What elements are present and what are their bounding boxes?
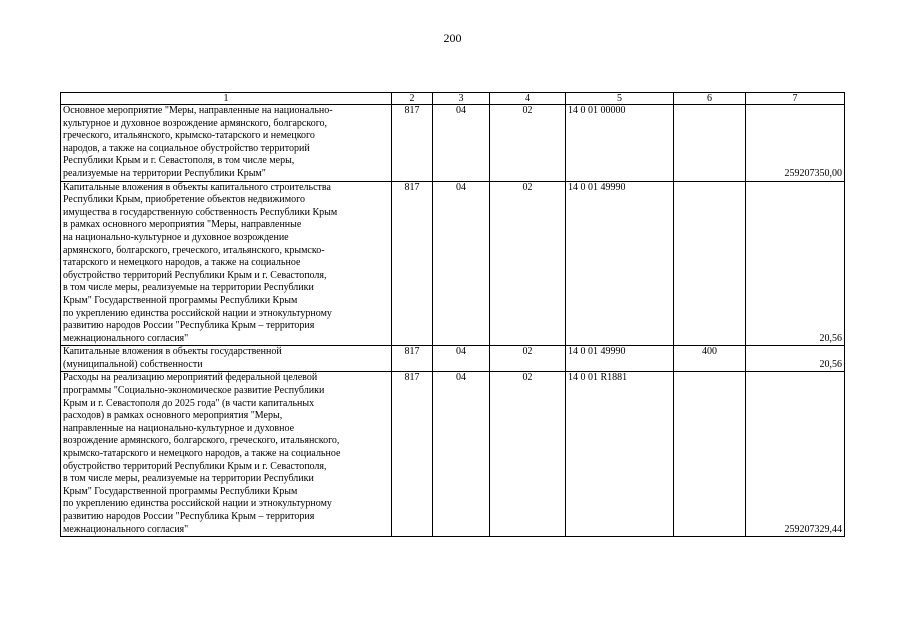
row-kcsr: 14 0 01 49990 xyxy=(566,346,674,372)
row-pr: 02 xyxy=(490,181,566,346)
table-row xyxy=(61,346,845,372)
row-kcsr: 14 0 01 49990 xyxy=(566,181,674,346)
budget-table xyxy=(60,92,845,537)
table-row xyxy=(61,105,845,182)
row-sum: 259207329,44 xyxy=(746,372,845,537)
row-rz: 04 xyxy=(433,372,490,537)
row-rz: 04 xyxy=(433,346,490,372)
row-rz: 04 xyxy=(433,105,490,182)
header-col-3: 3 xyxy=(433,93,490,105)
row-vr: 400 xyxy=(674,346,746,372)
table-row xyxy=(61,181,845,346)
row-kcsr: 14 0 01 00000 xyxy=(566,105,674,182)
table-header-row xyxy=(61,93,845,105)
row-grbs: 817 xyxy=(392,372,433,537)
row-vr xyxy=(674,181,746,346)
header-col-5: 5 xyxy=(566,93,674,105)
header-col-2: 2 xyxy=(392,93,433,105)
header-col-1: 1 xyxy=(61,93,392,105)
row-rz: 04 xyxy=(433,181,490,346)
row-grbs: 817 xyxy=(392,105,433,182)
row-name: Расходы на реализацию мероприятий федеральной целевой программы "Социально-экономическое развитие Республики Крым и г. Севастополя до 2025 года" (в части капитальных расходов) в рамках основного мероприятия "Меры, направленные на национально-культурное и духовное возрождение армянского, болгарского, греческого, итальянского, крымско-татарского и немецкого народов, а также на социальное обустройство территорий Республики Крым и г. Севастополя, в том числе меры, реализуемые на территории Республики Крым" Государственной программы Республики Крым по укреплению единства российской нации и этнокультурному развитию народов России "Республика Крым – территория межнационального согласия" xyxy=(61,372,392,537)
table-row xyxy=(61,372,845,537)
row-sum: 20,56 xyxy=(746,346,845,372)
page-number: 200 xyxy=(443,31,462,45)
row-sum: 259207350,00 xyxy=(746,105,845,182)
row-pr: 02 xyxy=(490,105,566,182)
row-pr: 02 xyxy=(490,372,566,537)
row-sum: 20,56 xyxy=(746,181,845,346)
row-grbs: 817 xyxy=(392,181,433,346)
row-grbs: 817 xyxy=(392,346,433,372)
header-col-6: 6 xyxy=(674,93,746,105)
header-col-4: 4 xyxy=(490,93,566,105)
row-name: Капитальные вложения в объекты государственной (муниципальной) собственности xyxy=(61,346,392,372)
row-vr xyxy=(674,372,746,537)
row-vr xyxy=(674,105,746,182)
row-name: Основное мероприятие "Меры, направленные на национально- культурное и духовное возрождение армянского, болгарского, греческого, итальянского, крымско-татарского и немецкого народов, а также на социальное обустройство территорий Республики Крым и г. Севастополя, в том числе меры, реализуемые на территории Республики Крым" xyxy=(61,105,392,182)
row-name: Капитальные вложения в объекты капитального строительства Республики Крым, приобретение объектов недвижимого имущества в государственную собственность Республики Крым в рамках основного мероприятия "Меры, направленные на национально-культурное и духовное возрождение армянского, болгарского, греческого, итальянского, крымско- татарского и немецкого народов, а также на социальное обустройство территорий Республики Крым и г. Севастополя, в том числе меры, реализуемые на территории Республики Крым" Государственной программы Республики Крым по укреплению единства российской нации и этнокультурному развитию народов России "Республика Крым – территория межнационального согласия" xyxy=(61,181,392,346)
row-pr: 02 xyxy=(490,346,566,372)
row-kcsr: 14 0 01 R1881 xyxy=(566,372,674,537)
header-col-7: 7 xyxy=(746,93,845,105)
